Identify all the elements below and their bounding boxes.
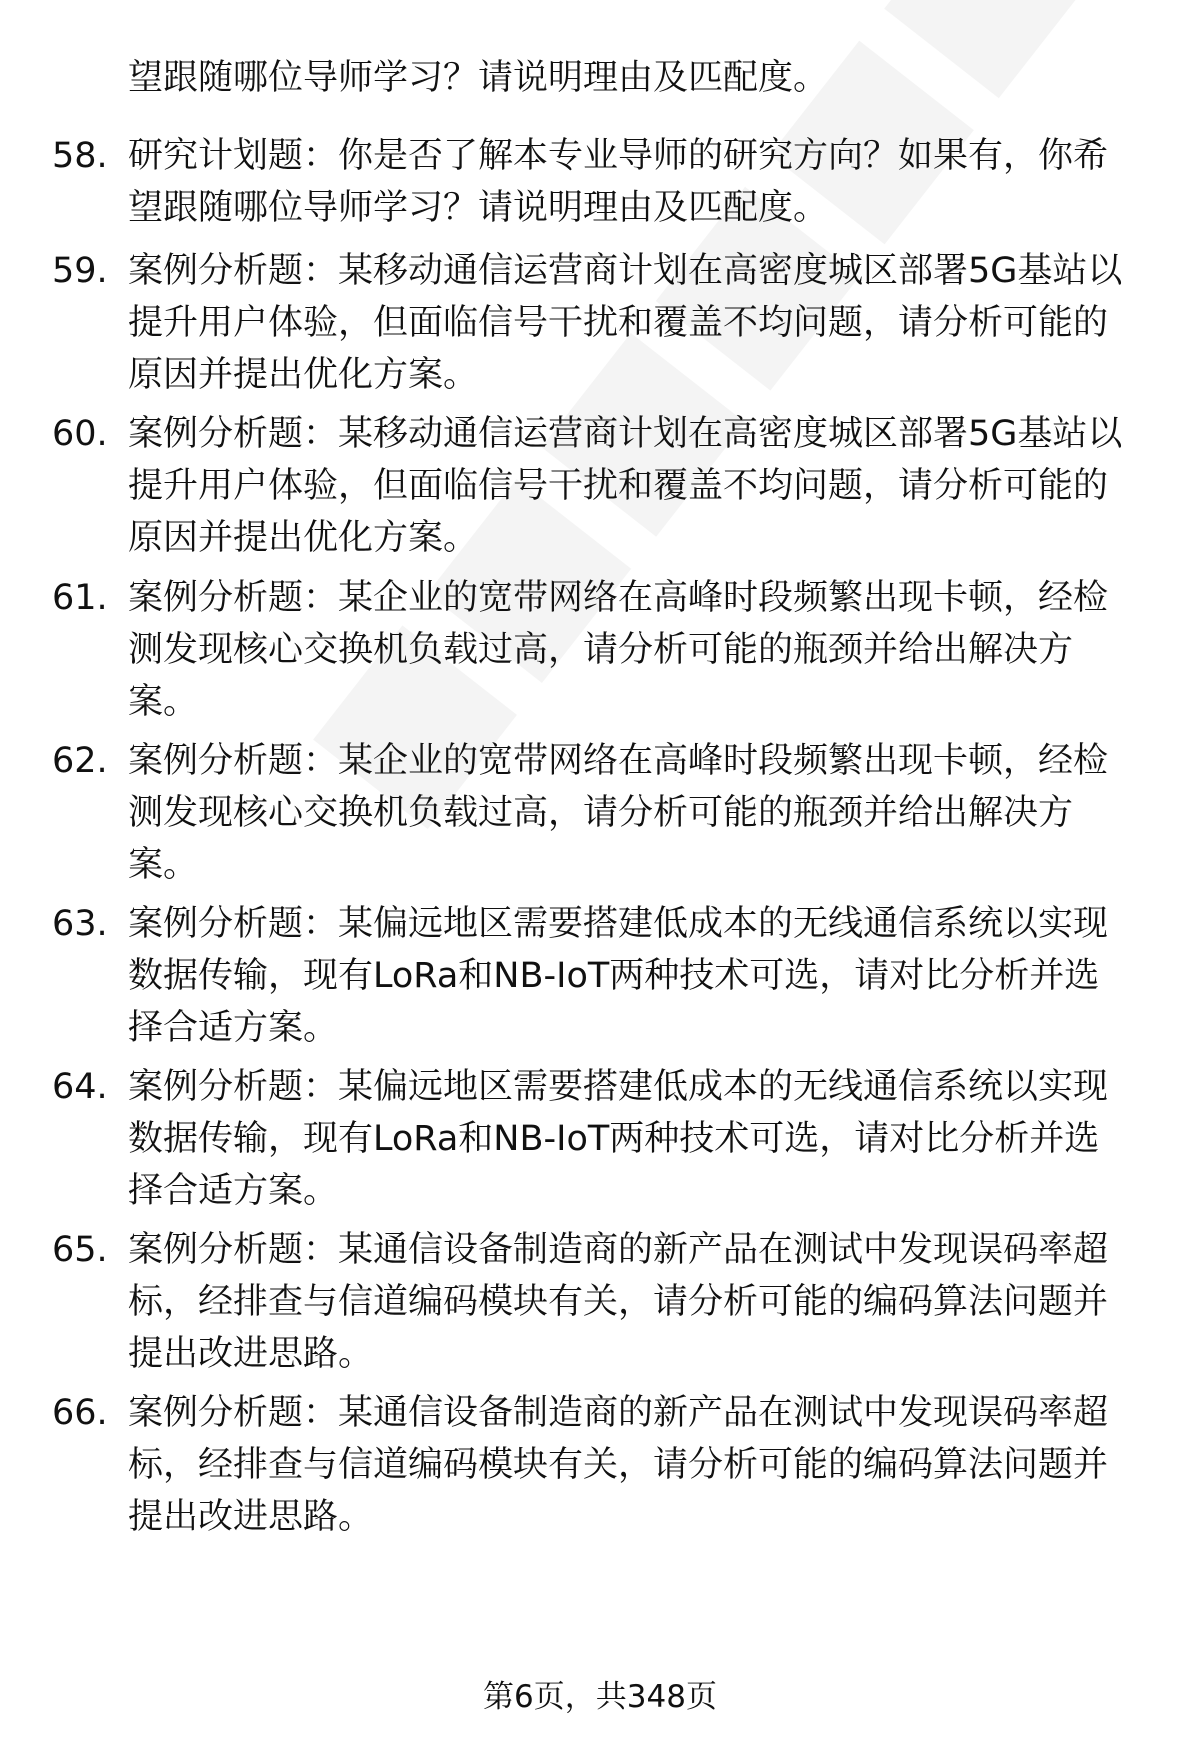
question-text <box>128 408 1162 564</box>
question-number: 59. <box>52 251 108 291</box>
question-text <box>128 898 1162 1054</box>
question-line: 数据传输，现有LoRa和NB-IoT两种技术可选，请对比分析并选 <box>128 1119 1100 1159</box>
question-line: 测发现核心交换机负载过高，请分析可能的瓶颈并给出解决方 <box>128 630 1074 670</box>
question-number: 66. <box>52 1393 108 1433</box>
question-line: 测发现核心交换机负载过高，请分析可能的瓶颈并给出解决方 <box>128 793 1074 833</box>
question-item <box>52 735 1162 891</box>
question-number: 63. <box>52 904 108 944</box>
page-footer: 第6页，共348页 <box>483 1679 717 1715</box>
question-number: 62. <box>52 741 108 781</box>
question-number: 64. <box>52 1067 108 1107</box>
question-item <box>52 130 1162 234</box>
question-number: 61. <box>52 578 108 618</box>
question-line: 提升用户体验，但面临信号干扰和覆盖不均问题，请分析可能的 <box>128 303 1109 343</box>
question-line: 标，经排查与信道编码模块有关，请分析可能的编码算法问题并 <box>128 1445 1109 1485</box>
question-item <box>52 245 1162 401</box>
question-line: 原因并提出优化方案。 <box>128 518 479 558</box>
question-item <box>52 572 1162 728</box>
question-line: 案例分析题：某偏远地区需要搭建低成本的无线通信系统以实现 <box>128 904 1109 944</box>
question-line: 择合适方案。 <box>128 1008 339 1048</box>
question-line: 提出改进思路。 <box>128 1334 374 1374</box>
question-line: 案例分析题：某移动通信运营商计划在高密度城区部署5G基站以 <box>128 414 1123 454</box>
question-item <box>52 408 1162 564</box>
question-text <box>128 572 1162 728</box>
continuation-line: 望跟随哪位导师学习？请说明理由及匹配度。 <box>128 58 829 98</box>
question-line: 提出改进思路。 <box>128 1497 374 1537</box>
question-number: 60. <box>52 414 108 454</box>
question-item <box>52 1387 1162 1543</box>
question-number: 58. <box>52 136 108 176</box>
question-text <box>128 245 1162 401</box>
question-line: 案例分析题：某移动通信运营商计划在高密度城区部署5G基站以 <box>128 251 1123 291</box>
question-line: 提升用户体验，但面临信号干扰和覆盖不均问题，请分析可能的 <box>128 466 1109 506</box>
question-text <box>128 130 1162 234</box>
question-line: 案。 <box>128 845 199 885</box>
question-line: 案。 <box>128 682 199 722</box>
question-item <box>52 1224 1162 1380</box>
question-line: 择合适方案。 <box>128 1171 339 1211</box>
question-item <box>52 898 1162 1054</box>
question-line: 案例分析题：某通信设备制造商的新产品在测试中发现误码率超 <box>128 1393 1109 1433</box>
question-number: 65. <box>52 1230 108 1270</box>
question-line: 原因并提出优化方案。 <box>128 355 479 395</box>
question-line: 标，经排查与信道编码模块有关，请分析可能的编码算法问题并 <box>128 1282 1109 1322</box>
question-text <box>128 735 1162 891</box>
question-line: 案例分析题：某偏远地区需要搭建低成本的无线通信系统以实现 <box>128 1067 1109 1107</box>
question-line: 案例分析题：某企业的宽带网络在高峰时段频繁出现卡顿，经检 <box>128 578 1109 618</box>
question-line: 研究计划题：你是否了解本专业导师的研究方向？如果有，你希 <box>128 136 1109 176</box>
question-item <box>52 1061 1162 1217</box>
question-line: 数据传输，现有LoRa和NB-IoT两种技术可选，请对比分析并选 <box>128 956 1100 996</box>
question-line: 案例分析题：某通信设备制造商的新产品在测试中发现误码率超 <box>128 1230 1109 1270</box>
question-text <box>128 1224 1162 1380</box>
question-text <box>128 1061 1162 1217</box>
question-text <box>128 1387 1162 1543</box>
question-line: 案例分析题：某企业的宽带网络在高峰时段频繁出现卡顿，经检 <box>128 741 1109 781</box>
question-line: 望跟随哪位导师学习？请说明理由及匹配度。 <box>128 188 829 228</box>
